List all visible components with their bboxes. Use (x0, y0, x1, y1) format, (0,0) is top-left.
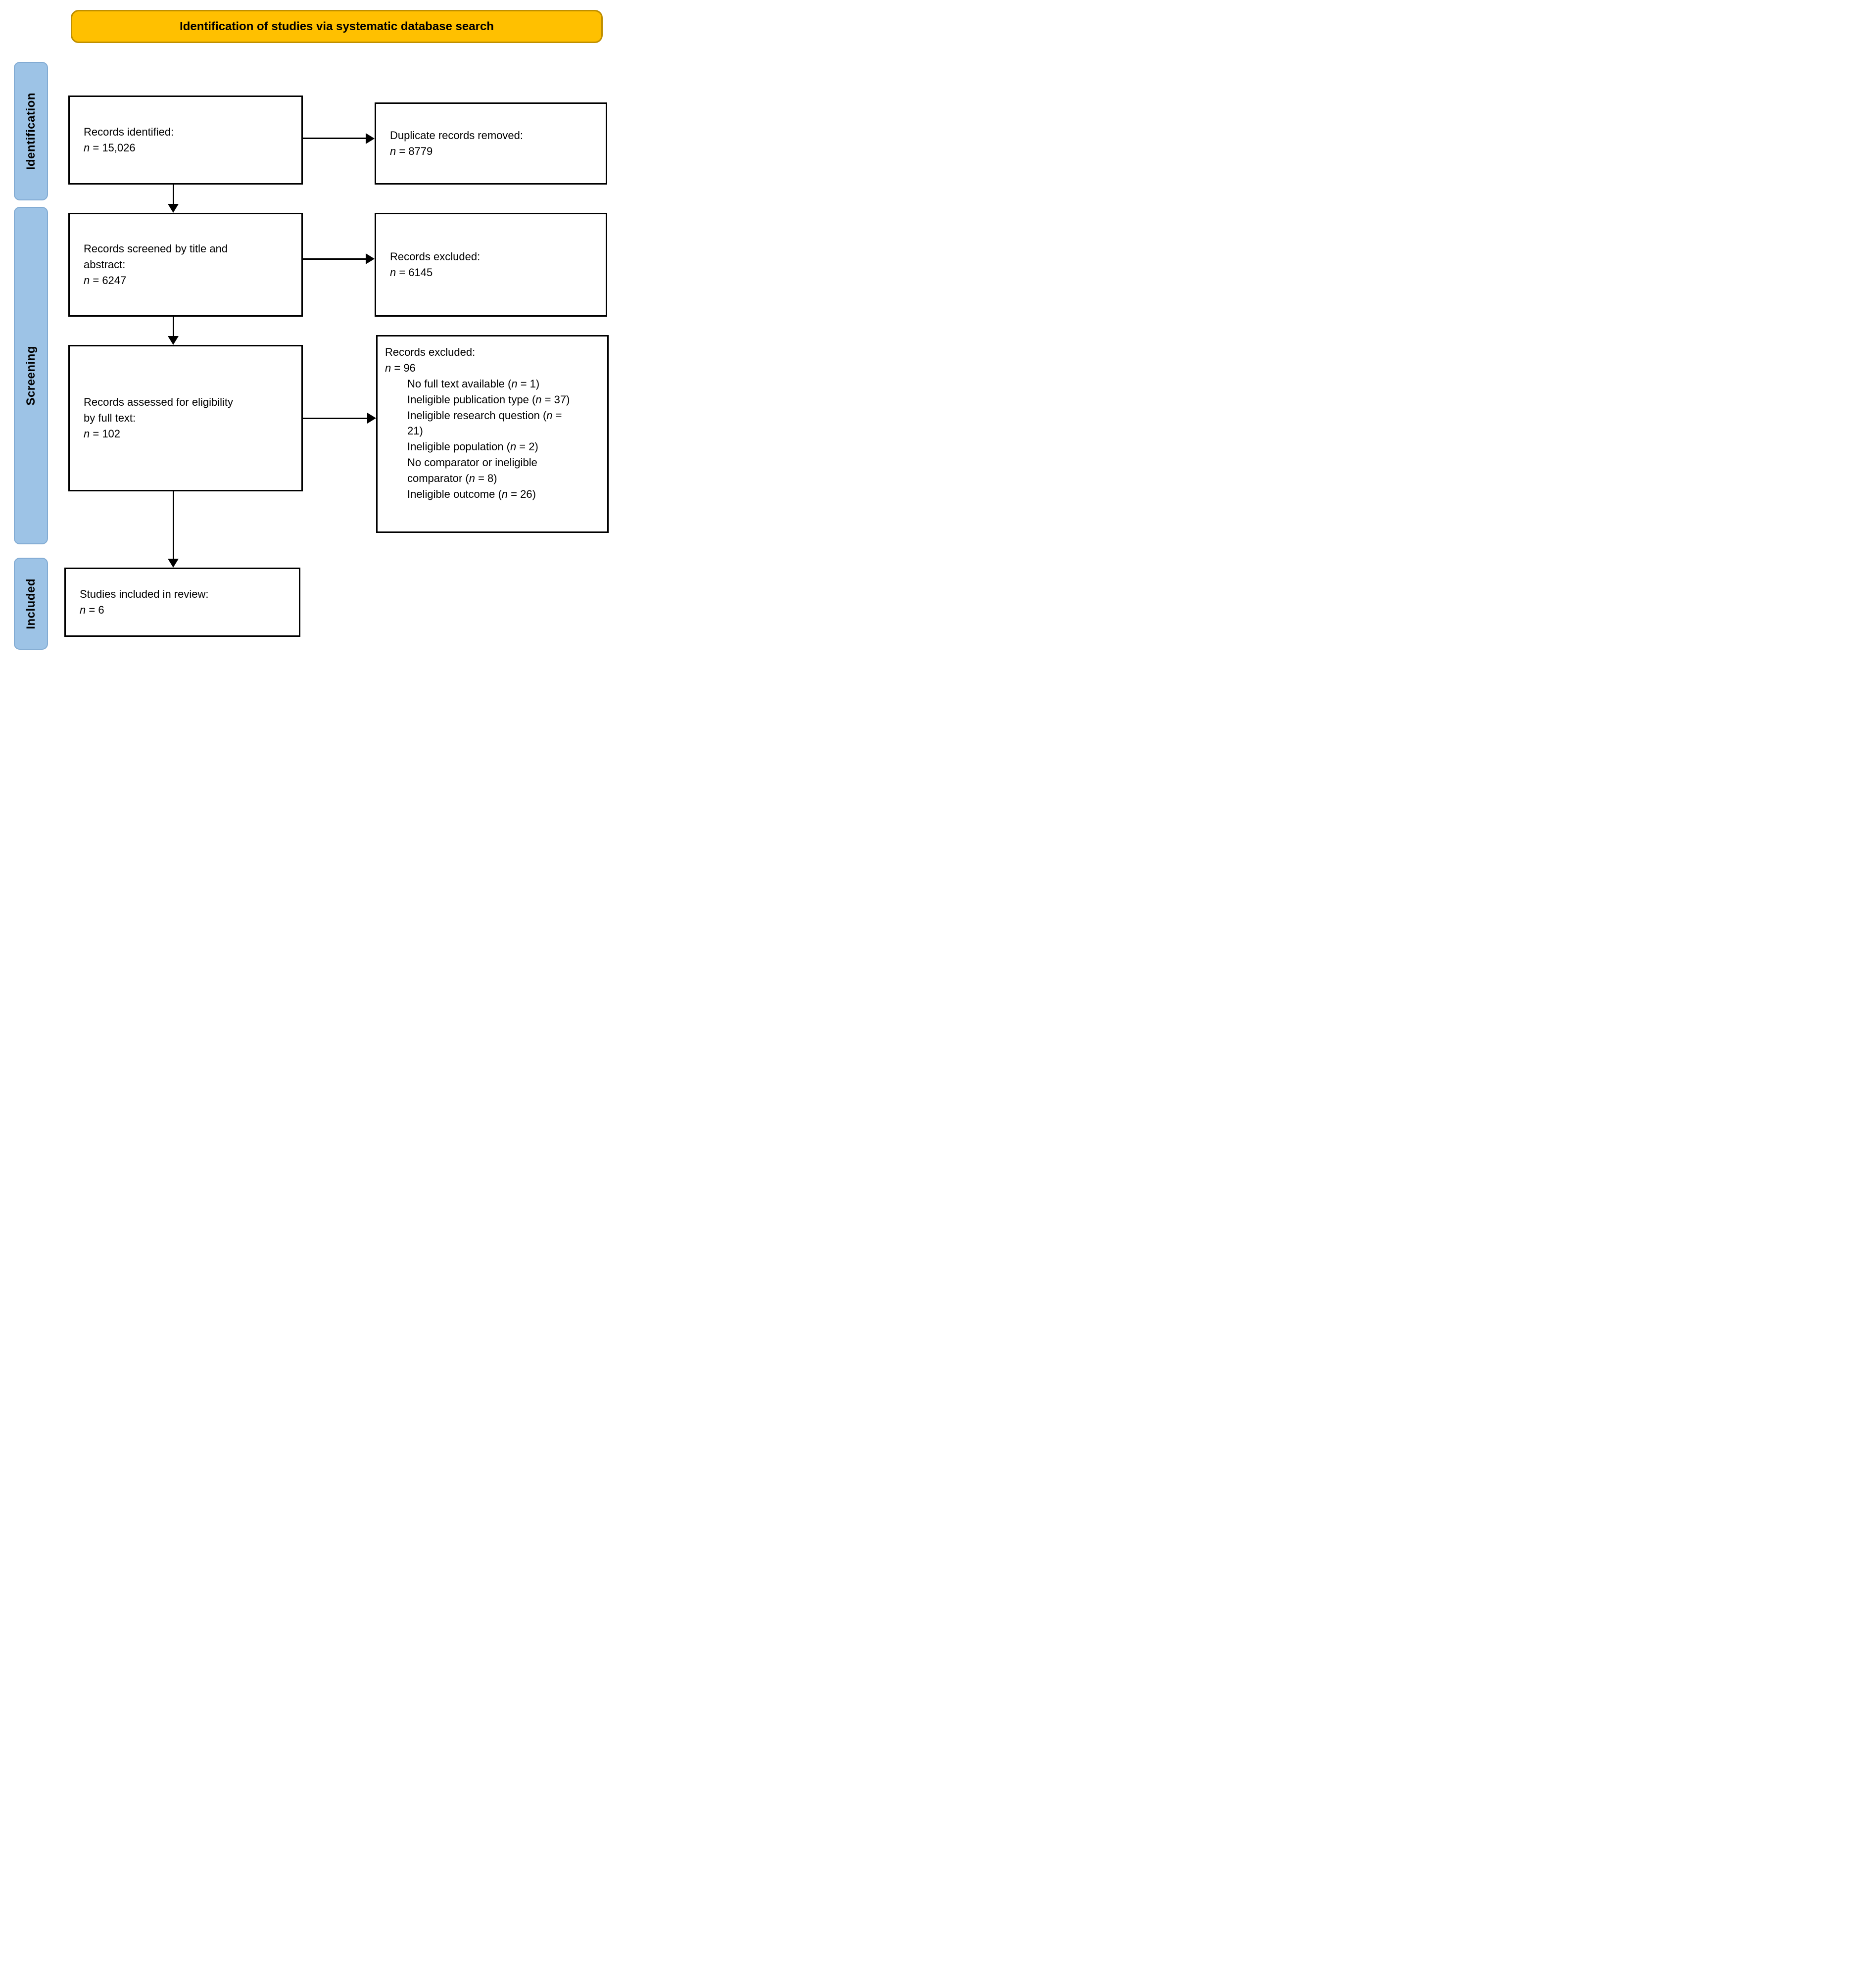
arrow-assessed-to-included-head (168, 559, 179, 568)
box-title: Records identified: (84, 126, 174, 139)
title-banner (71, 10, 603, 43)
exclusion-reason: No full text available (n = 1) (407, 377, 540, 390)
stage-bar-screening (14, 207, 48, 544)
box-title: Records excluded: (390, 250, 481, 263)
stage-label-identification: Identification (24, 92, 38, 170)
exclusion-reason: Ineligible outcome (n = 26) (407, 488, 536, 501)
prisma-flow-diagram (0, 0, 625, 658)
box-records-identified (68, 96, 303, 185)
box-title: Studies included in review: (80, 588, 209, 601)
box-duplicates-removed (375, 102, 607, 185)
box-records-assessed (68, 345, 303, 491)
arrow-screened-to-assessed-line (173, 317, 174, 336)
diagram-title: Identification of studies via systematic database search (180, 19, 494, 33)
box-title: Duplicate records removed: (390, 129, 524, 142)
box-count: n = 8779 (390, 145, 433, 157)
arrow-assessed-to-included-line (173, 491, 174, 559)
arrow-identified-to-screened-head (168, 204, 179, 213)
arrow-assessed-to-excluded-line (303, 418, 367, 419)
box-records-excluded-fulltext (376, 335, 609, 533)
box-studies-included (64, 568, 300, 637)
exclusion-reason: Ineligible research question (n = 21) (407, 409, 562, 437)
arrow-screened-to-assessed-head (168, 336, 179, 345)
box-count: n = 15,026 (84, 142, 136, 154)
box-title: Records excluded: (385, 346, 476, 358)
arrow-assessed-to-excluded-head (367, 413, 376, 424)
stage-bar-included (14, 558, 48, 650)
stage-label-included: Included (24, 578, 38, 629)
box-records-screened (68, 213, 303, 317)
exclusion-reasons-list (385, 376, 600, 502)
box-count: n = 96 (385, 361, 416, 374)
box-records-excluded-screening (375, 213, 607, 317)
box-count: n = 102 (84, 427, 121, 440)
arrow-identified-to-screened-line (173, 185, 174, 204)
box-count: n = 6 (80, 604, 104, 616)
arrow-screened-to-excluded-head (366, 253, 375, 264)
arrow-identified-to-duplicates-head (366, 133, 375, 144)
box-count: n = 6145 (390, 266, 433, 279)
arrow-identified-to-duplicates-line (303, 138, 366, 139)
box-title: Records screened by title and abstract: (84, 242, 228, 271)
stage-label-screening: Screening (24, 345, 38, 406)
exclusion-reason: Ineligible population (n = 2) (407, 440, 538, 453)
stage-bar-identification (14, 62, 48, 200)
box-title: Records assessed for eligibility by full text: (84, 396, 234, 425)
box-count: n = 6247 (84, 274, 127, 287)
arrow-screened-to-excluded-line (303, 258, 366, 260)
exclusion-reason: Ineligible publication type (n = 37) (407, 393, 570, 406)
exclusion-reason: No comparator or ineligible comparator (n = 8) (407, 456, 537, 485)
